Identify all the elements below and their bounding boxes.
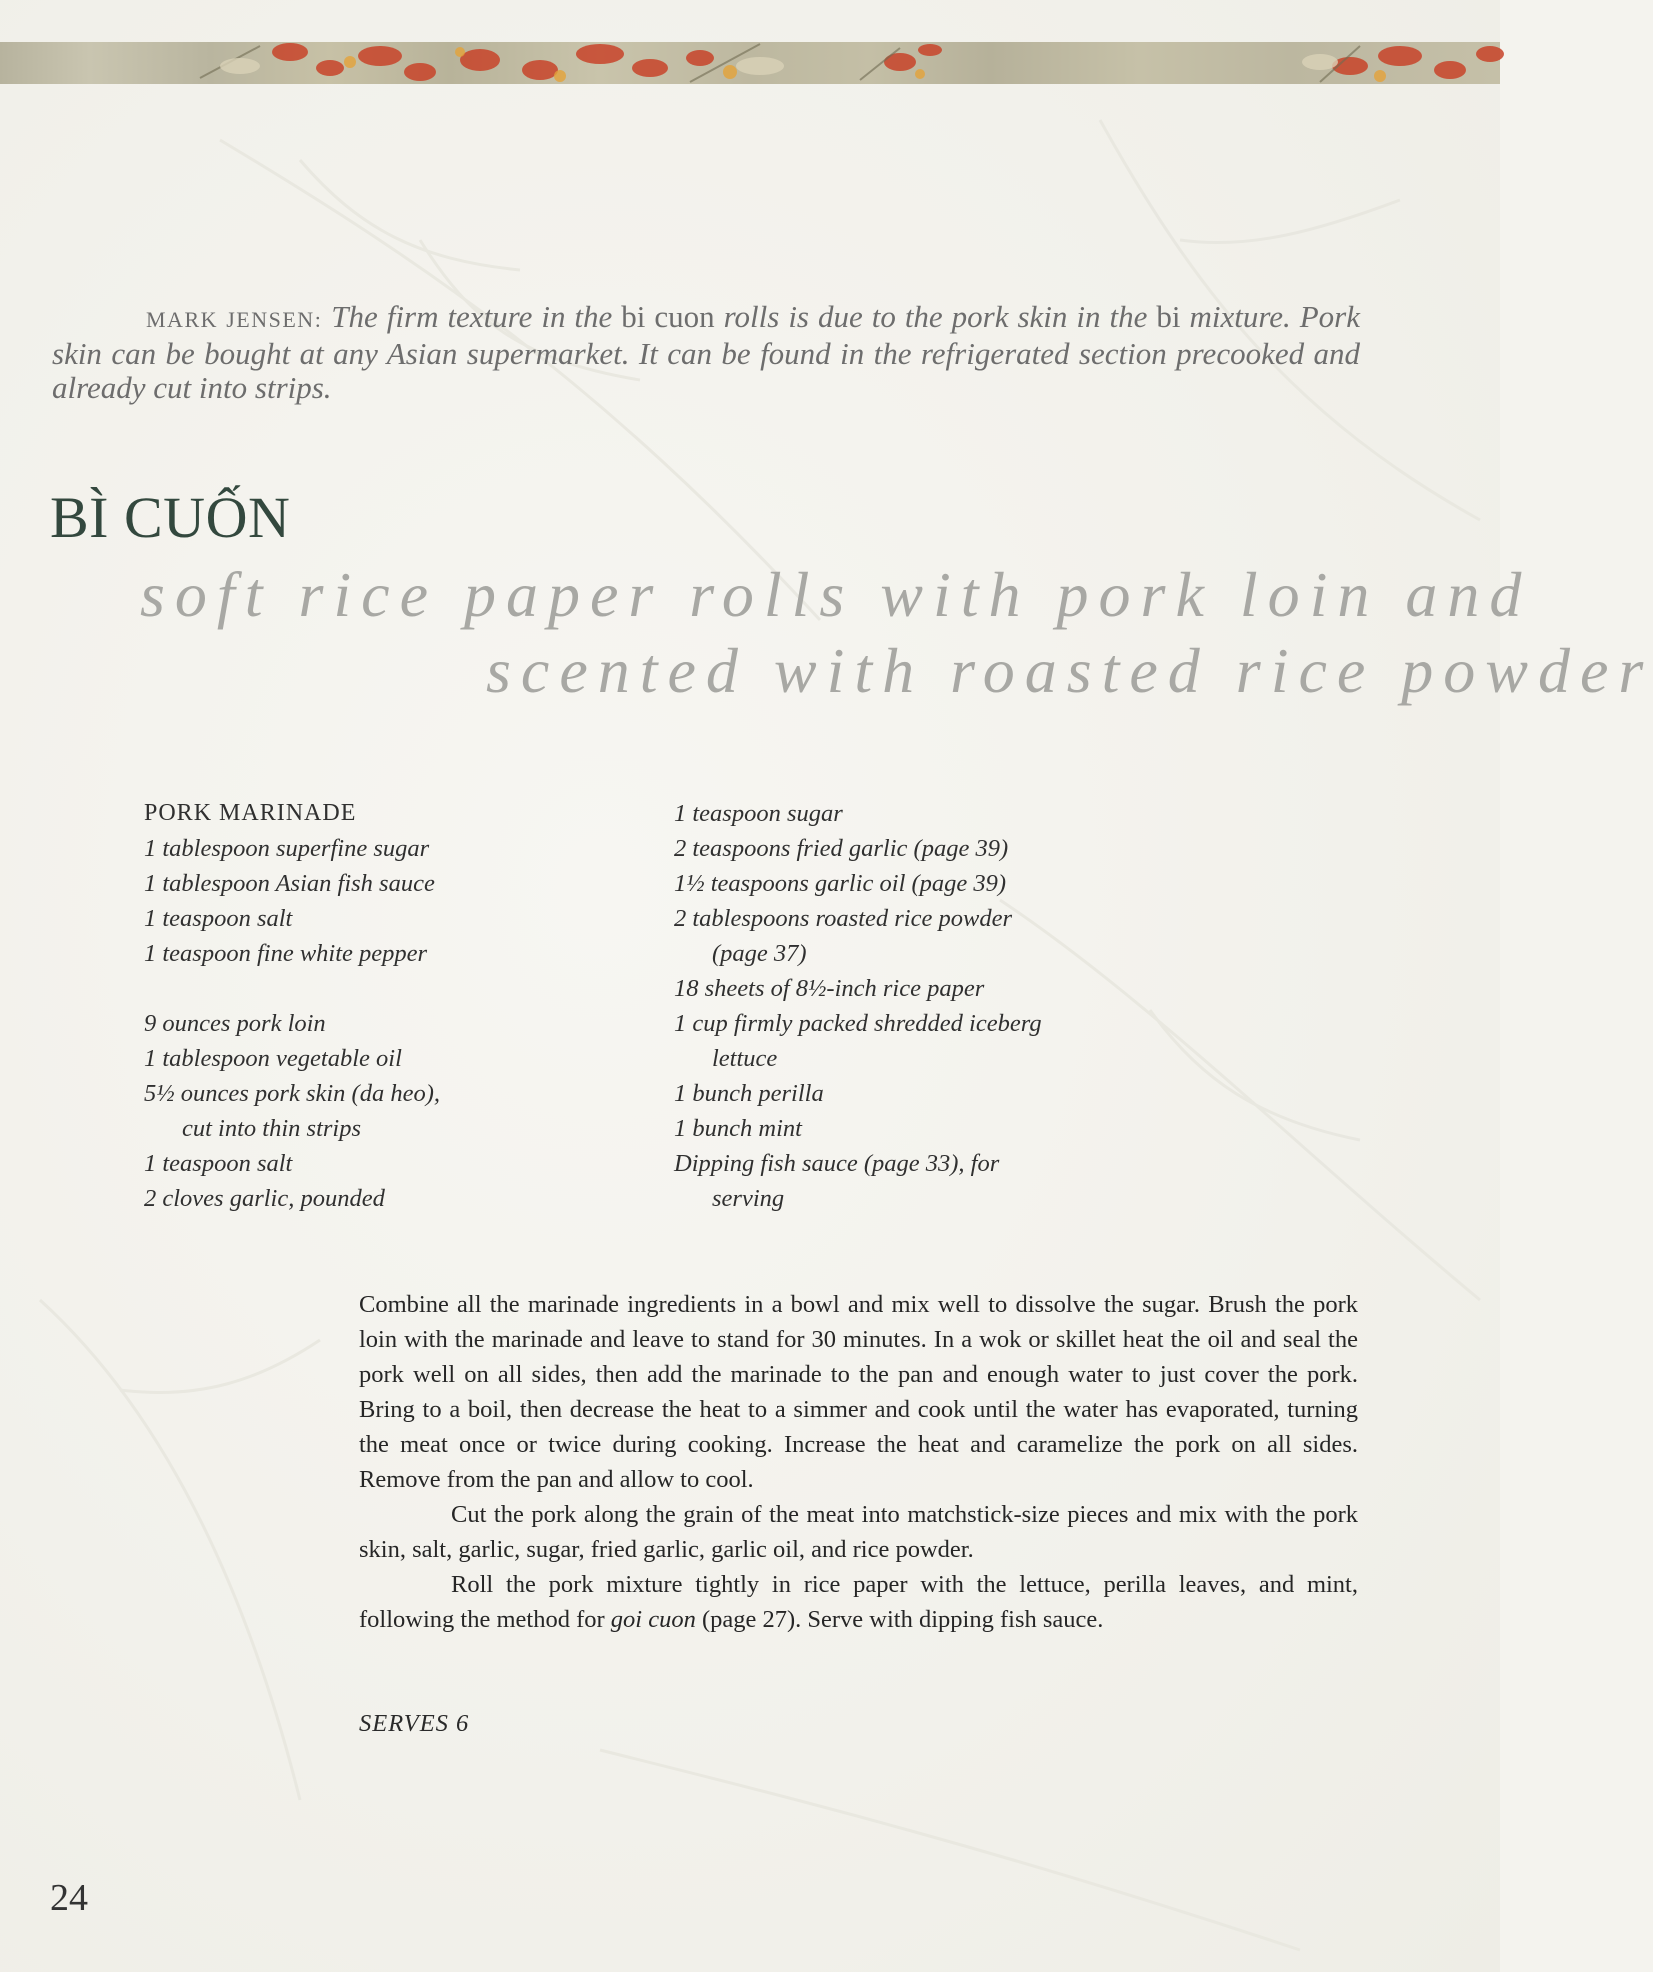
- ingredient-group-heading: PORK MARINADE: [144, 800, 357, 826]
- ingredient-line: 1 teaspoon sugar: [674, 800, 843, 827]
- method-paragraph-2: Cut the pork along the grain of the meat into matchstick-size pieces and mix with the pork skin, salt, garlic, sugar, fried garlic, garlic oil, and rice powder.: [359, 1501, 1358, 1563]
- intro-segment: mixture. Pork skin can be bought at any Asian supermarket. It can be found in the refrigerated section precooked and already cut into strips.: [52, 299, 1361, 405]
- ingredients-right-column: [674, 796, 1234, 1216]
- method-paragraph-1: Combine all the marinade ingredients in a bowl and mix well to dissolve the sugar. Brush the pork loin with the marinade and leave to stand for 30 minutes. In a wok or skillet heat the oil and seal the pork well on all sides, then add the marinade to the pan and enough water to just cover the pork. Bring to a boil, then decrease the heat to a simmer and cook until the water has evaporated, turning the meat once or twice during cooking. Increase the heat and caramelize the pork on all sides. Remove from the pan and allow to cool.: [359, 1291, 1358, 1493]
- ingredient-line: 1½ teaspoons garlic oil (page 39): [674, 870, 1007, 897]
- recipe-title: BÌ CUỐN: [50, 485, 291, 550]
- ingredient-line: 1 bunch perilla: [674, 1080, 824, 1107]
- recipe-subtitle-line-1: soft rice paper rolls with pork loin and: [140, 559, 1532, 630]
- ingredient-line: 1 bunch mint: [674, 1115, 802, 1142]
- ingredient-line: 9 ounces pork loin: [144, 1010, 326, 1037]
- ingredient-line: cut into thin strips: [182, 1115, 362, 1142]
- intro-segment: bi: [1156, 299, 1181, 334]
- ingredient-line: 1 tablespoon vegetable oil: [144, 1045, 402, 1072]
- intro-segment: bi cuon: [621, 299, 715, 334]
- intro-segment: rolls is due to the pork skin in the: [714, 299, 1157, 334]
- method-paragraph-3: [359, 1567, 1358, 1637]
- ingredient-line: 2 cloves garlic, pounded: [144, 1185, 385, 1212]
- ingredients-left-column: [144, 796, 644, 1216]
- ingredient-line: 1 teaspoon salt: [144, 905, 293, 932]
- recipe-subtitle-line-2: scented with roasted rice powder: [486, 635, 1653, 706]
- ingredient-line: 1 teaspoon salt: [144, 1150, 293, 1177]
- method-paragraph-3-start: Roll the pork mixture tightly in rice paper with the lettuce, perilla leaves, and mint, following the method for: [359, 1571, 1358, 1633]
- method-paragraph-3-end: (page 27). Serve with dipping fish sauce.: [695, 1606, 1104, 1633]
- ingredient-line: 2 teaspoons fried garlic (page 39): [674, 835, 1009, 862]
- ingredient-spacer: [144, 971, 644, 1006]
- page-number: 24: [50, 1877, 88, 1919]
- ingredient-line: 1 teaspoon fine white pepper: [144, 940, 428, 967]
- ingredient-line: serving: [712, 1185, 785, 1212]
- ingredient-line: 1 tablespoon superfine sugar: [144, 835, 430, 862]
- ingredient-line: 1 cup firmly packed shredded iceberg: [674, 1010, 1042, 1037]
- floral-banner: [0, 42, 1500, 84]
- ingredient-line: Dipping fish sauce (page 33), for: [674, 1150, 1000, 1177]
- serves-note: SERVES 6: [359, 1710, 470, 1737]
- intro-segment: The firm texture in the: [331, 299, 622, 334]
- ingredient-line: 2 tablespoons roasted rice powder: [674, 905, 1012, 932]
- ingredient-line: lettuce: [712, 1045, 778, 1072]
- method-paragraph-3-dish: goi cuon: [610, 1606, 696, 1633]
- intro-note: [52, 300, 1360, 405]
- method-text: [359, 1287, 1358, 1637]
- intro-speaker: MARK JENSEN:: [146, 307, 323, 332]
- ingredient-line: 1 tablespoon Asian fish sauce: [144, 870, 435, 897]
- ingredient-line: 5½ ounces pork skin (da heo),: [144, 1080, 440, 1107]
- ingredient-line: 18 sheets of 8½-inch rice paper: [674, 975, 985, 1002]
- ingredient-line: (page 37): [712, 940, 807, 967]
